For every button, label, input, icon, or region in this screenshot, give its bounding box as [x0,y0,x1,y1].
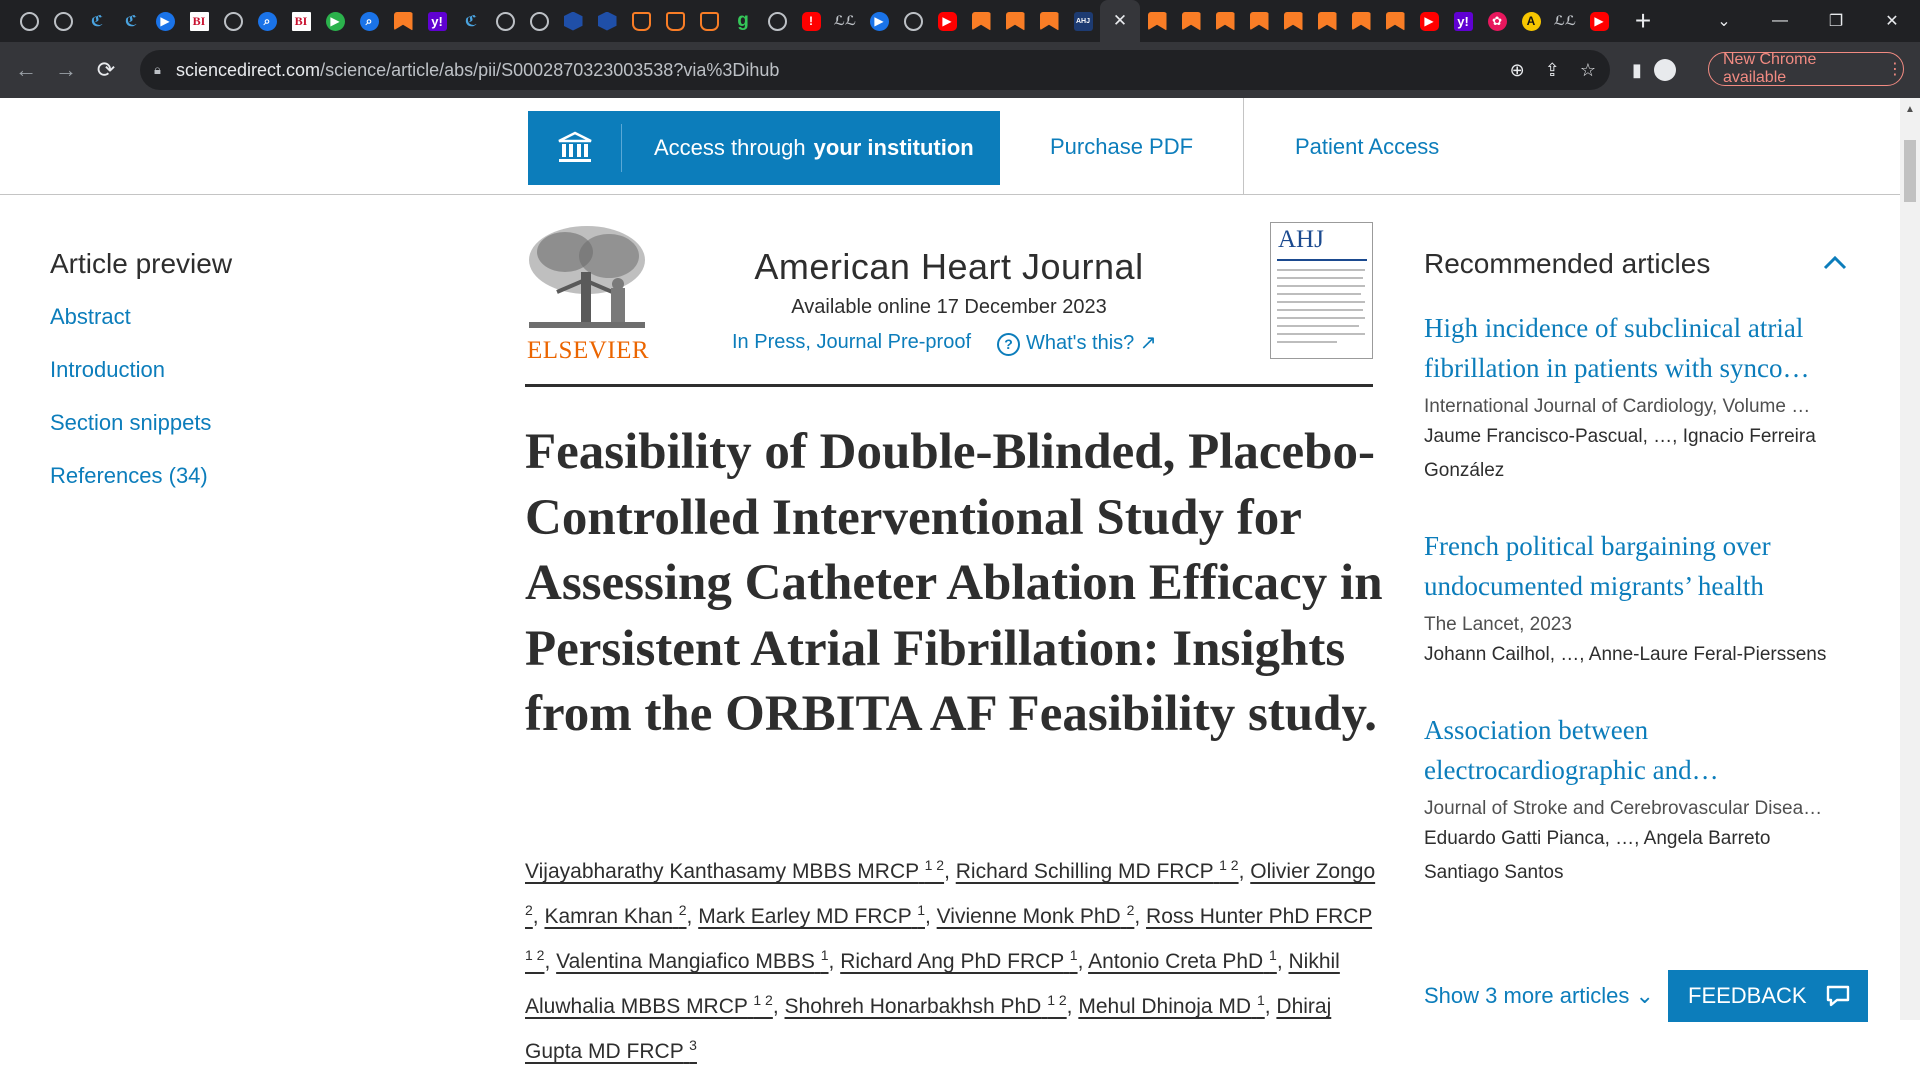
shield-outline-icon [700,12,719,31]
cover-line [1277,269,1365,271]
book-icon [1182,12,1201,31]
page-scrollbar[interactable] [1900,98,1920,1020]
tab[interactable] [80,0,114,42]
new-chrome-available-button[interactable] [1708,52,1904,86]
cover-line [1277,277,1363,279]
bi-icon: BI [292,12,311,31]
recommended-articles [1424,248,1844,890]
tab[interactable] [420,0,454,42]
cover-line [1277,325,1359,327]
tab[interactable] [930,0,964,42]
shield-outline-icon [666,12,685,31]
yahoo-icon: y! [1454,12,1473,31]
institution-icon [528,124,622,172]
youtube-icon: ▶ [1590,12,1609,31]
tab[interactable] [1378,0,1412,42]
author-link[interactable] [840,947,1078,973]
cover-line [1277,333,1365,335]
nav-introduction[interactable]: Introduction [50,357,165,382]
cv-icon: ℭ [90,13,104,30]
nav-references[interactable]: References (34) [50,463,208,488]
lock-icon[interactable]: 🔒︎ [154,62,161,77]
tab[interactable] [964,0,998,42]
book-icon [1284,12,1303,31]
book-icon [1006,12,1025,31]
search-icon: ⌕ [360,12,379,31]
author-affiliation: 1 [917,902,925,918]
tab[interactable] [658,0,692,42]
author-name: Mark Earley MD FRCP [698,905,912,928]
cover-line [1277,285,1365,287]
globe-icon [904,12,923,31]
author-name: Mehul Dhinoja MD [1078,995,1252,1018]
scroll-up-icon[interactable]: ▲ [1905,104,1915,115]
patient-access-link[interactable]: Patient Access [1295,134,1440,159]
bookmark-star-icon[interactable]: ☆ [1579,59,1596,80]
url-text[interactable] [176,60,779,81]
author-affiliation: 2 [1126,902,1135,918]
tab[interactable] [896,0,930,42]
tab[interactable] [998,0,1032,42]
author-list: Vijayabharathy Kanthasamy MBBS MRCP $^{1 2}$, Richard Schilling MD FRCP $^{1 2}$, Olivier Zongo $^2$, Kamran Khan $^2$, Mark Earley MD FRCP $^1$, Vivienne Monk PhD $^2$, Ross Hunter PhD FRCP $^{1 2}$, Valentina Mangiafico MBBS $^1$, Richard Ang PhD FRCP $^1$, Antonio Creta PhD $^1$, Nikhil Aluwhalia MBBS MRCP $^{1 2}$, Shohreh Honarbakhsh PhD $^{1 2}$, Mehul Dhinoja MD $^1$, Dhiraj Gupta MD FRCP $^3$ [525,857,1376,1063]
globe-icon [224,12,243,31]
journal-icon: AHJ [1074,12,1093,31]
author-name: Valentina Mangiafico MBBS [556,950,815,973]
forward-arrow-icon[interactable]: → [55,57,77,82]
show-more-articles-button[interactable] [1424,983,1654,1009]
question-icon: ? [997,333,1020,356]
author-affiliation: 1 [820,947,829,963]
author-name: Olivier Zongo [1250,860,1376,883]
author-link[interactable] [556,947,829,973]
author-name: Kamran Khan [544,905,673,928]
address-bar[interactable] [140,50,1610,90]
play-icon: ▶ [326,12,345,31]
available-online-date: Available online 17 December 2023 [791,296,1107,318]
whats-this-link[interactable] [997,330,1157,356]
window-close-icon[interactable]: ✕ [1885,13,1899,30]
search-icon: ⌕ [258,12,277,31]
elsevier-logo[interactable] [525,222,649,362]
recommended-title-link[interactable]: French political bargaining over undocumented migrants’ health [1424,531,1771,601]
author-name: Richard Ang PhD FRCP [840,950,1064,973]
author-affiliation: 1 2 [1219,857,1239,873]
journal-title[interactable]: American Heart Journal [754,246,1144,287]
browser-tab-strip [0,0,1920,42]
author-affiliation: 1 [1256,992,1265,1008]
ll-icon: ℒℒ [833,13,857,28]
author-affiliation: 1 2 [1047,992,1067,1008]
tab[interactable] [1412,0,1446,42]
article-preview-heading: Article preview [50,248,233,279]
cv-icon: ℭ [124,13,138,30]
recommended-source: The Lancet, 2023 [1424,614,1572,635]
browser-toolbar [0,42,1920,98]
author-name: Shohreh Honarbakhsh PhD [784,995,1042,1018]
chevron-down-icon: ⌄ [1635,983,1654,1008]
article-preview-nav [50,248,232,516]
cover-line [1277,317,1365,319]
author-link[interactable] [936,902,1135,928]
book-icon [972,12,991,31]
nav-section-snippets[interactable]: Section snippets [50,410,212,435]
author-affiliation: 2 [678,902,687,918]
side-panel-icon[interactable]: ▮ [1632,59,1642,80]
recommended-title-link[interactable]: High incidence of subclinical atrial fibrillation in patients with synco… [1424,313,1810,383]
author-name: Antonio Creta PhD [1088,950,1264,973]
cover-line [1277,301,1365,303]
new-tab-plus-icon[interactable]: + [1634,5,1652,36]
recommended-source: Journal of Stroke and Cerebrovascular Disea… [1424,798,1823,819]
tab-list [0,0,1658,42]
author-name: Nikhil Aluwhalia MBBS MRCP [525,950,1340,1018]
recommended-authors: Jaume Francisco-Pascual, …, Ignacio Ferreira González [1424,426,1816,481]
tab[interactable] [726,0,760,42]
bi-icon: BI [190,12,209,31]
tab[interactable] [522,0,556,42]
tab[interactable] [488,0,522,42]
nav-abstract[interactable]: Abstract [50,304,131,329]
tab[interactable] [386,0,420,42]
collapse-chevron-up-icon[interactable] [1820,248,1850,278]
tab[interactable] [1582,0,1616,42]
zoom-icon[interactable]: ⊕ [1509,59,1525,80]
globe-icon [768,12,787,31]
access-bar [0,98,1900,195]
tab[interactable] [148,0,182,42]
tab[interactable] [1174,0,1208,42]
cube-icon [598,12,617,31]
author-link[interactable] [784,992,1067,1018]
author-link[interactable] [698,902,925,928]
shield-outline-icon [632,12,651,31]
url-path: /science/article/abs/pii/S0002870323003538?via%3Dihub [320,59,780,80]
tab[interactable] [828,0,862,42]
tab[interactable] [556,0,590,42]
toolbar-right [1632,50,1676,90]
access-through-institution-button[interactable] [528,111,1000,185]
author-affiliation: 1 [1269,947,1277,963]
institution-bold: your institution [813,135,974,160]
author-link[interactable] [544,902,687,928]
yellow-a-icon: A [1522,12,1541,31]
journal-cover-thumbnail[interactable] [1270,222,1373,359]
author-affiliation: 1 2 [924,857,945,873]
grammarly-icon: g [737,10,749,31]
cover-line [1277,293,1361,295]
author-name: Vivienne Monk PhD [936,905,1121,928]
author-name: Vijayabharathy Kanthasamy MBBS MRCP [525,860,919,883]
elsevier-wordmark: ELSEVIER [527,337,650,364]
tab[interactable] [1140,0,1174,42]
tab[interactable] [284,0,318,42]
tab[interactable] [12,0,46,42]
chat-bubble-icon [1825,984,1851,1008]
tab[interactable] [352,0,386,42]
tab[interactable] [1032,0,1066,42]
author-name: Richard Schilling MD FRCP [955,860,1214,883]
globe-icon [496,12,515,31]
cover-line [1277,341,1337,343]
bookmark-tag-icon: ▶ [870,12,889,31]
institution-prefix: Access through [654,135,806,160]
tab[interactable] [1066,0,1100,42]
tab[interactable] [46,0,80,42]
feedback-label: FEEDBACK [1688,983,1807,1008]
recommended-item [1424,710,1844,890]
tab[interactable] [1446,0,1480,42]
tab[interactable] [794,0,828,42]
tab[interactable] [760,0,794,42]
tab[interactable] [1514,0,1548,42]
cube-icon [564,12,583,31]
tab[interactable] [692,0,726,42]
cv-icon: ℭ [464,13,478,30]
book-icon [1386,12,1405,31]
tab[interactable] [624,0,658,42]
globe-icon [54,12,73,31]
tab[interactable] [1344,0,1378,42]
tab-active[interactable] [1100,0,1140,42]
tab[interactable] [1548,0,1582,42]
author-name: Dhiraj Gupta MD FRCP [525,995,1332,1063]
tab[interactable] [590,0,624,42]
tab[interactable] [454,0,488,42]
author-affiliation: 2 [525,902,533,918]
divider [1243,98,1244,194]
author-affiliation: 1 2 [525,947,545,963]
book-icon [1040,12,1059,31]
tab[interactable] [1480,0,1514,42]
recommended-source: International Journal of Cardiology, Volume … [1424,396,1811,417]
book-icon [1148,12,1167,31]
author-name: Ross Hunter PhD FRCP [1146,905,1373,928]
tab[interactable] [114,0,148,42]
tab[interactable] [1276,0,1310,42]
cover-rule [1277,259,1367,261]
update-label: New Chrome available [1723,51,1817,86]
book-icon [1250,12,1269,31]
author-affiliation: 1 [1069,947,1078,963]
author-affiliation: 3 [689,1037,697,1053]
tab-search-chevron-icon[interactable]: ⌄ [1717,13,1731,30]
author-link[interactable] [1078,992,1265,1018]
tab[interactable] [250,0,284,42]
tab[interactable] [1310,0,1344,42]
purchase-pdf-link[interactable]: Purchase PDF [1050,134,1194,159]
globe-icon [530,12,549,31]
profile-avatar-icon[interactable] [1654,59,1676,81]
recommended-item [1424,308,1844,488]
author-link[interactable] [1088,947,1277,973]
cover-title: AHJ [1278,226,1324,253]
omnibox-actions [1510,50,1596,90]
tab[interactable] [862,0,896,42]
recommended-authors: Johann Cailhol, …, Anne-Laure Feral-Pierssens [1424,644,1827,665]
article-title: Feasibility of Double-Blinded, Placebo-Controlled Interventional Study for Assessing Catheter Ablation Efficacy in Persistent Atrial Fibrillation: Insights from the ORBITA AF Feasibility study. [525,424,1383,742]
pre-proof-link[interactable]: In Press, Journal Pre-proof [732,331,971,354]
globe-icon [20,12,39,31]
minimize-icon[interactable]: — [1772,12,1788,29]
book-icon [1216,12,1235,31]
window-controls [1696,0,1920,42]
more-menu-icon: ⋮ [1887,61,1903,78]
show-more-label: Show 3 more articles [1424,983,1630,1008]
journal-status [732,330,1157,356]
back-arrow-icon[interactable]: ← [15,57,37,82]
author-affiliation: 1 2 [753,992,773,1008]
whats-this-label: What's this? [1026,332,1135,354]
bookmark-tag-icon: ▶ [156,12,175,31]
restore-icon[interactable]: ❐ [1828,13,1844,30]
close-icon[interactable]: ✕ [1112,11,1128,30]
author-link[interactable] [525,857,945,883]
tab[interactable] [1208,0,1242,42]
book-icon [1352,12,1371,31]
recommended-heading: Recommended articles [1424,248,1711,279]
bookmark-red-icon: ! [802,12,821,31]
youtube-icon: ▶ [1420,12,1439,31]
page-content [0,98,1900,1063]
recommended-item [1424,526,1844,672]
cover-line [1277,309,1363,311]
tab[interactable] [182,0,216,42]
scrollbar-thumb[interactable] [1904,140,1916,202]
external-arrow-icon: ↗ [1139,332,1157,354]
journal-header [525,222,1373,387]
yahoo-icon: y! [428,12,447,31]
recommended-authors: Eduardo Gatti Pianca, …, Angela Barreto Santiago Santos [1424,828,1771,883]
tab[interactable] [1242,0,1276,42]
ll-icon: ℒℒ [1553,13,1577,28]
author-link[interactable] [955,857,1239,883]
youtube-icon: ▶ [938,12,957,31]
book-icon [1318,12,1337,31]
recommended-title-link[interactable]: Association between electrocardiographic and… [1424,715,1719,785]
tab[interactable] [318,0,352,42]
pinwheel-icon: ✿ [1488,12,1507,31]
share-icon[interactable]: ⇪ [1544,59,1560,80]
url-host: sciencedirect.com [176,59,321,80]
reload-icon[interactable]: ⟳ [96,57,116,82]
feedback-button[interactable] [1668,970,1868,1022]
book-icon [394,12,413,31]
tab[interactable] [216,0,250,42]
